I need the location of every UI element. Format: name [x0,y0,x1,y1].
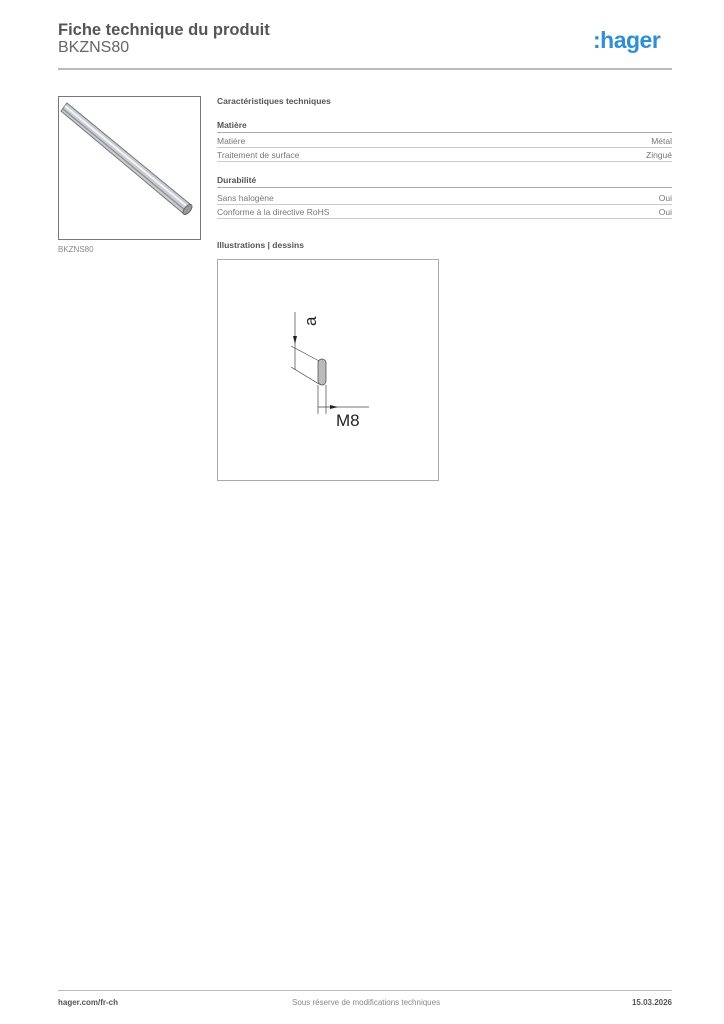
specs-title: Caractéristiques techniques [217,96,331,106]
spec-value: Métal [651,135,672,146]
group-header-durabilite: Durabilité [217,175,672,188]
spec-label: Conforme à la directive RoHS [217,206,330,217]
product-image-caption: BKZNS80 [58,245,94,254]
product-code: BKZNS80 [58,39,130,56]
spec-row [217,134,672,148]
spec-label: Traitement de surface [217,149,300,160]
illustrations-title: Illustrations | dessins [217,240,304,250]
header-divider [58,68,672,70]
footer-website-link[interactable]: hager.com/fr-ch [58,998,119,1007]
footer-notice: Sous réserve de modifications techniques [292,998,441,1007]
product-image [58,96,201,240]
spec-row [217,205,672,219]
page-title: Fiche technique du produit [58,21,270,39]
dimension-drawing [217,259,439,481]
hager-logo: :hager [593,27,661,53]
footer-divider [58,990,672,991]
spec-value: Oui [658,206,672,217]
spec-row [217,191,672,205]
spec-row [217,148,672,162]
spec-label: Sans halogène [217,192,274,203]
dimension-m8-label: M8 [336,411,360,430]
group-header-matiere: Matière [217,120,672,133]
footer-date: 15.03.2026 [631,998,672,1007]
spec-label: Matière [217,135,246,146]
dimension-a-label: a [301,316,320,326]
spec-value: Zingué [646,149,672,160]
spec-value: Oui [658,192,672,203]
